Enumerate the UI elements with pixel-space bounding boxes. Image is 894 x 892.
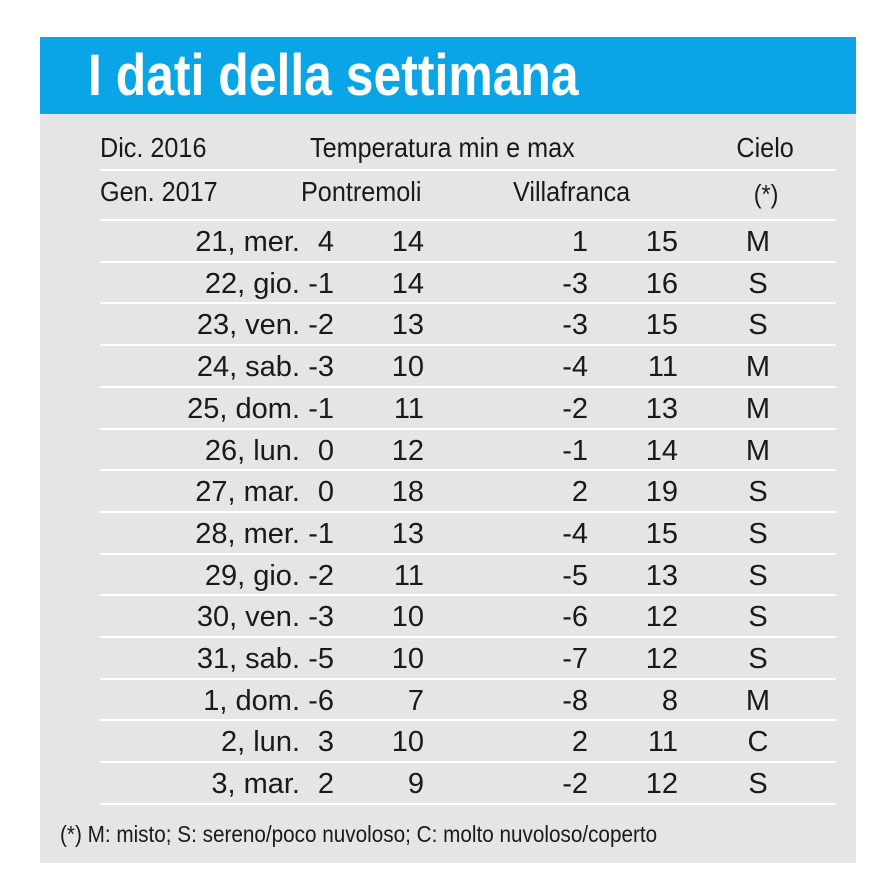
- table-row: [40, 639, 856, 679]
- sky-cell: S: [748, 309, 768, 342]
- villafranca-min-cell: -2: [562, 768, 588, 801]
- sky-cell: M: [745, 684, 771, 717]
- date-cell: 27, mar.: [195, 476, 300, 509]
- date-cell: 21, mer.: [195, 226, 300, 258]
- date-cell: 30, ven.: [196, 601, 300, 634]
- pontremoli-min-cell: 2: [317, 768, 334, 801]
- pontremoli-max-cell: 10: [391, 351, 424, 384]
- villafranca-min-cell: 1: [571, 226, 588, 258]
- header-month-dec: Dic. 2016: [100, 132, 207, 163]
- villafranca-max-cell: 15: [645, 517, 678, 550]
- pontremoli-min-cell: -6: [308, 684, 334, 717]
- villafranca-max-cell: 13: [645, 559, 678, 592]
- header-city-pontremoli: Pontremoli: [301, 176, 422, 207]
- villafranca-max-cell: 12: [645, 601, 678, 634]
- header-temperature: Temperatura min e max: [310, 132, 575, 163]
- sky-cell: S: [748, 517, 768, 550]
- date-cell: 25, dom.: [187, 392, 300, 425]
- table-row: [40, 722, 856, 762]
- row-divider: [100, 511, 836, 513]
- sky-cell: C: [747, 726, 769, 759]
- pontremoli-max-cell: 14: [391, 226, 424, 258]
- date-cell: 23, ven.: [196, 309, 300, 342]
- header-sky-note-ref: (*): [753, 179, 778, 209]
- table-row: [40, 389, 856, 429]
- villafranca-min-cell: -5: [562, 559, 588, 592]
- sky-cell: S: [748, 768, 768, 801]
- pontremoli-max-cell: 12: [391, 434, 424, 467]
- pontremoli-max-cell: 10: [391, 643, 424, 675]
- table-row: [40, 222, 856, 262]
- date-cell: 2, lun.: [221, 726, 300, 759]
- table-row: [40, 681, 856, 721]
- table-row: [40, 514, 856, 554]
- date-cell: 31, sab.: [196, 643, 300, 675]
- sky-cell: S: [748, 559, 768, 592]
- pontremoli-min-cell: -1: [308, 517, 334, 550]
- row-divider: [100, 636, 836, 638]
- villafranca-max-cell: 13: [645, 392, 678, 425]
- pontremoli-min-cell: 4: [317, 226, 334, 258]
- header-sky: Cielo: [736, 132, 794, 163]
- pontremoli-min-cell: 3: [317, 726, 334, 759]
- row-divider: [100, 428, 836, 430]
- sky-cell: M: [745, 351, 771, 384]
- row-divider: [100, 386, 836, 388]
- pontremoli-min-cell: -5: [308, 643, 334, 675]
- row-divider: [100, 803, 836, 805]
- villafranca-max-cell: 15: [645, 226, 678, 258]
- sky-cell: M: [745, 226, 771, 258]
- date-cell: 22, gio.: [204, 267, 300, 300]
- villafranca-max-cell: 8: [661, 684, 678, 717]
- pontremoli-min-cell: 0: [317, 476, 334, 509]
- villafranca-min-cell: -6: [562, 601, 588, 634]
- villafranca-min-cell: 2: [571, 476, 588, 509]
- pontremoli-max-cell: 7: [407, 684, 424, 717]
- villafranca-min-cell: -2: [562, 392, 588, 425]
- villafranca-max-cell: 15: [645, 309, 678, 342]
- villafranca-max-cell: 11: [647, 351, 678, 384]
- row-divider: [100, 261, 836, 263]
- sky-cell: M: [745, 434, 771, 467]
- pontremoli-max-cell: 18: [391, 476, 424, 509]
- villafranca-min-cell: -1: [562, 434, 588, 467]
- header-divider: [100, 169, 836, 171]
- pontremoli-max-cell: 10: [391, 601, 424, 634]
- footnote: (*) M: misto; S: sereno/poco nuvoloso; C: molto nuvoloso/coperto: [60, 821, 658, 847]
- villafranca-max-cell: 11: [647, 726, 678, 759]
- pontremoli-min-cell: -3: [308, 351, 334, 384]
- pontremoli-max-cell: 11: [393, 559, 424, 592]
- villafranca-min-cell: 2: [571, 726, 588, 759]
- row-divider: [100, 553, 836, 555]
- villafranca-min-cell: -7: [562, 643, 588, 675]
- villafranca-max-cell: 12: [645, 768, 678, 801]
- villafranca-max-cell: 19: [645, 476, 678, 509]
- sky-cell: S: [748, 476, 768, 509]
- villafranca-min-cell: -8: [562, 684, 588, 717]
- table-row: [40, 431, 856, 471]
- sky-cell: S: [748, 267, 768, 300]
- date-cell: 24, sab.: [196, 351, 300, 384]
- villafranca-min-cell: -3: [562, 309, 588, 342]
- villafranca-min-cell: -3: [562, 267, 588, 300]
- villafranca-min-cell: -4: [562, 517, 588, 550]
- pontremoli-min-cell: -2: [308, 559, 334, 592]
- date-cell: 1, dom.: [203, 684, 300, 717]
- pontremoli-min-cell: -1: [308, 392, 334, 425]
- table-row: [40, 264, 856, 304]
- pontremoli-min-cell: -1: [308, 267, 334, 300]
- table-row: [40, 347, 856, 387]
- villafranca-max-cell: 14: [645, 434, 678, 467]
- pontremoli-max-cell: 10: [391, 726, 424, 759]
- sky-cell: S: [748, 601, 768, 634]
- sky-cell: S: [748, 643, 768, 675]
- header-city-villafranca: Villafranca: [513, 176, 631, 207]
- row-divider: [100, 219, 836, 221]
- sky-cell: M: [745, 392, 771, 425]
- title-bar: [40, 37, 856, 114]
- pontremoli-max-cell: 13: [391, 309, 424, 342]
- date-cell: 28, mer.: [195, 517, 300, 550]
- table-row: [40, 556, 856, 596]
- date-cell: 26, lun.: [204, 434, 300, 467]
- table-row: [40, 764, 856, 804]
- row-divider: [100, 469, 836, 471]
- table-row: [40, 305, 856, 345]
- pontremoli-max-cell: 13: [391, 517, 424, 550]
- row-divider: [100, 678, 836, 680]
- row-divider: [100, 344, 836, 346]
- pontremoli-max-cell: 14: [391, 267, 424, 300]
- villafranca-max-cell: 16: [645, 267, 678, 300]
- row-divider: [100, 761, 836, 763]
- date-cell: 3, mar.: [211, 768, 300, 801]
- pontremoli-max-cell: 11: [393, 392, 424, 425]
- villafranca-max-cell: 12: [645, 643, 678, 675]
- row-divider: [100, 302, 836, 304]
- date-cell: 29, gio.: [204, 559, 300, 592]
- villafranca-min-cell: -4: [562, 351, 588, 384]
- pontremoli-min-cell: 0: [317, 434, 334, 467]
- pontremoli-max-cell: 9: [407, 768, 424, 801]
- header-month-jan: Gen. 2017: [100, 176, 218, 207]
- page-title: I dati della settimana: [88, 43, 579, 108]
- row-divider: [100, 719, 836, 721]
- table-row: [40, 472, 856, 512]
- weather-table-card: [40, 37, 856, 863]
- pontremoli-min-cell: -2: [308, 309, 334, 342]
- table-row: [40, 597, 856, 637]
- row-divider: [100, 594, 836, 596]
- pontremoli-min-cell: -3: [308, 601, 334, 634]
